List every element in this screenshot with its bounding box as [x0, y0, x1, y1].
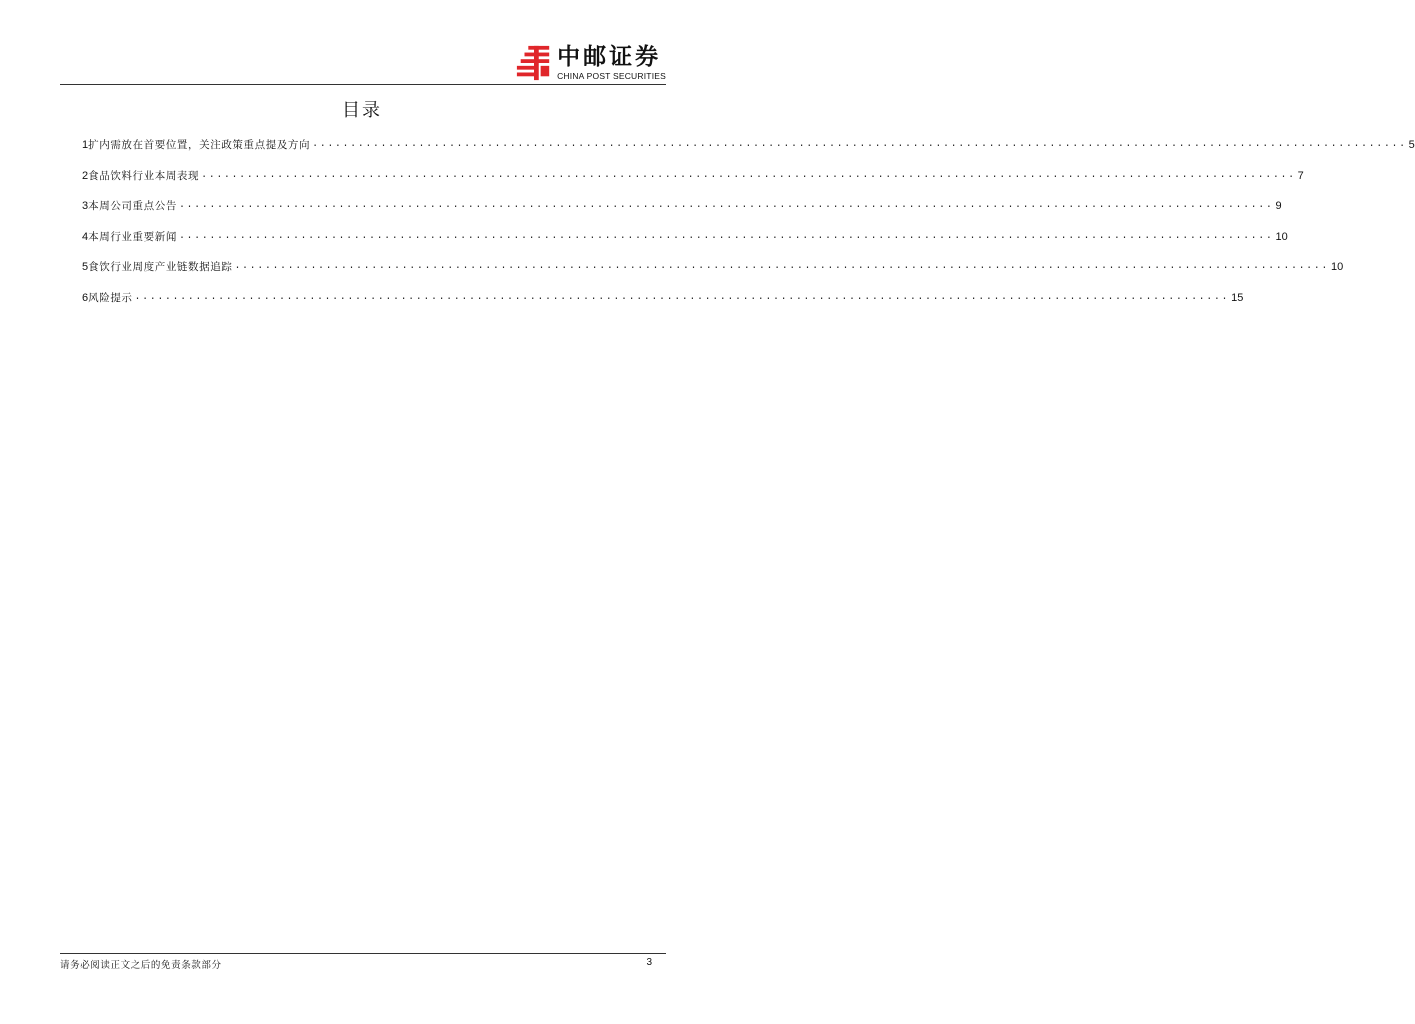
- toc-leader-dots: ................................................................................................................................................: [201, 169, 1296, 181]
- toc-entry-label[interactable]: 本周行业重要新闻: [88, 230, 177, 243]
- page-header: [60, 38, 666, 86]
- toc-entry-page[interactable]: 7: [1297, 169, 1304, 182]
- toc-leader-dots: ................................................................................................................................................: [134, 291, 1230, 303]
- page-number: 3: [646, 957, 652, 968]
- toc-entry-number: 4: [82, 230, 89, 243]
- toc-entry[interactable]: [82, 137, 1415, 168]
- toc-entry-page[interactable]: 9: [1275, 200, 1282, 213]
- toc-leader-dots: ................................................................................................................................................: [178, 200, 1274, 212]
- toc-entry-page[interactable]: 15: [1231, 291, 1244, 304]
- china-post-logo-icon: [515, 44, 553, 82]
- toc-entry-label[interactable]: 本周公司重点公告: [88, 200, 177, 213]
- toc-entry-page[interactable]: 5: [1408, 139, 1415, 151]
- disclaimer-note: 请务必阅读正文之后的免责条款部分: [60, 960, 222, 971]
- toc-title: 目录: [342, 100, 382, 121]
- toc-entry-label[interactable]: 扩内需放在首要位置，关注政策重点提及方向: [88, 139, 311, 151]
- toc-leader-dots: ................................................................................................................................................: [312, 139, 1407, 150]
- toc-entry-label[interactable]: 食品饮料行业本周表现: [88, 169, 200, 182]
- footer-divider: [60, 953, 666, 954]
- toc-entry-number: 5: [82, 261, 89, 274]
- toc-leader-dots: ................................................................................................................................................: [234, 261, 1329, 273]
- toc-entry[interactable]: [82, 290, 1244, 321]
- company-logo: [515, 44, 666, 84]
- table-of-contents: [82, 137, 1415, 321]
- page-footer: [60, 957, 666, 971]
- header-divider: [60, 84, 666, 85]
- toc-entry-page[interactable]: 10: [1330, 261, 1344, 274]
- toc-entry[interactable]: [82, 198, 1282, 229]
- toc-entry-label[interactable]: 风险提示: [88, 291, 133, 304]
- toc-leader-dots: ................................................................................................................................................: [178, 230, 1274, 242]
- toc-entry-page[interactable]: 10: [1275, 230, 1288, 243]
- toc-entry-label[interactable]: 食饮行业周度产业链数据追踪: [88, 261, 233, 274]
- toc-entry[interactable]: [82, 168, 1304, 199]
- logo-chinese-name: 中邮证券: [557, 44, 662, 70]
- toc-entry[interactable]: [82, 229, 1288, 260]
- toc-entry-number: 1: [82, 139, 89, 151]
- toc-entry-number: 2: [82, 169, 89, 182]
- toc-entry-number: 6: [82, 291, 89, 304]
- logo-english-name: CHINA POST SECURITIES: [557, 71, 666, 81]
- toc-entry[interactable]: [82, 259, 1344, 290]
- toc-entry-number: 3: [82, 200, 89, 213]
